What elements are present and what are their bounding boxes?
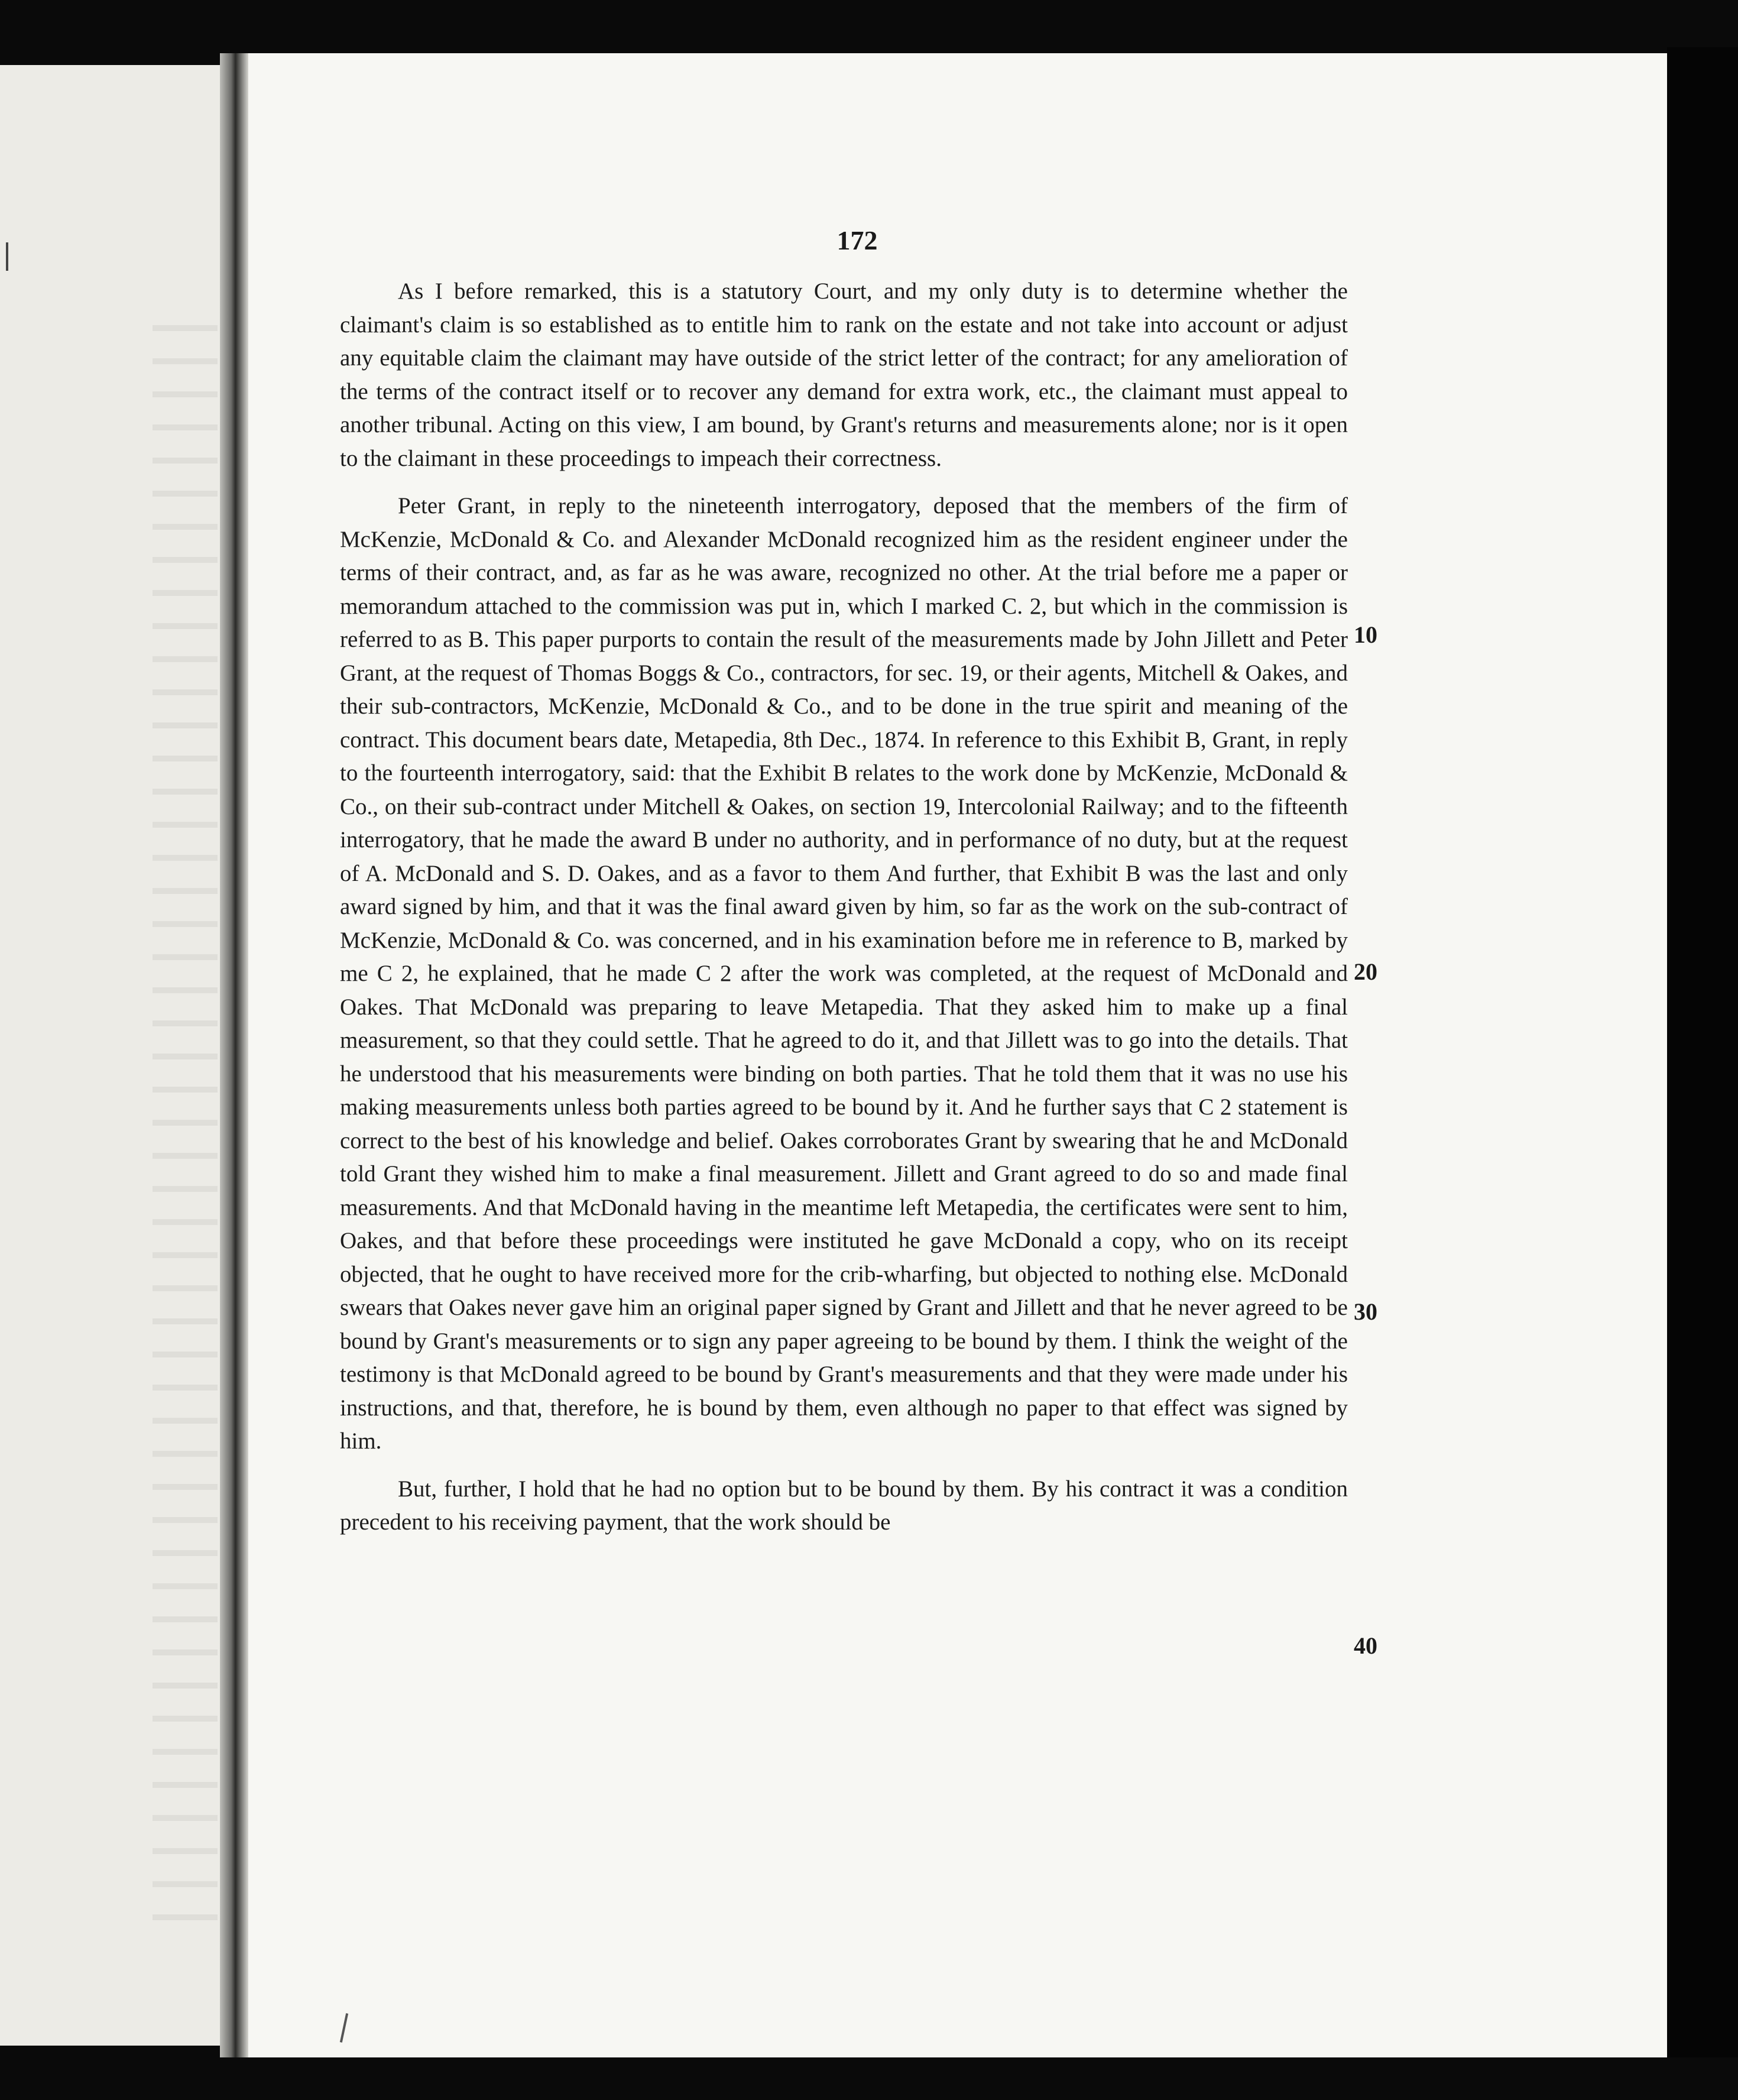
facing-page-text-fragments bbox=[153, 325, 218, 1921]
paragraph-3: But, further, I hold that he had no option but to be bound by them. By his contract it was a condition precedent to his receiving payment, that the work should be bbox=[340, 1476, 1348, 1535]
line-number-30: 30 bbox=[1354, 1298, 1377, 1325]
paragraph-1: As I before remarked, this is a statutory Court, and my only duty is to determine whether the claimant's claim is so established as to entitle him to rank on the estate and not take into account or adjust any equitable claim the claimant may have outside of the strict letter of the contract; for any amelioration of the terms of the contract itself or to recover any demand for extra work, etc., the claimant must appeal to another tribunal. Acting on this view, I am bound, by Grant's returns and measurements alone; nor is it open to the claimant in these proceedings to impeach their correctness. bbox=[340, 278, 1348, 471]
line-number-10: 10 bbox=[1354, 621, 1377, 648]
page-number: 172 bbox=[836, 225, 878, 255]
paragraph-2: Peter Grant, in reply to the nineteenth interrogatory, deposed that the members of the firm of McKenzie, McDonald & Co. and Alexander McDonald recognized him as the resident engineer under the terms of their contract, and, as far as he was aware, recognized no other. At the trial before me a paper or memorandum attached to the commission was put in, which I marked C. 2, but which in the commission is referred to as B. This paper purports to contain the result of the measurements made by John Jillett and Peter Grant, at the request of Thomas Boggs & Co., contractors, for sec. 19, or their agents, Mitchell & Oakes, and their sub-contractors, McKenzie, McDonald & Co., and to be done in the true spirit and meaning of the contract. This document bears date, Metapedia, 8th Dec., 1874. In reference to this Exhibit B, Grant, in reply to the fourteenth interrogatory, said: that the Exhibit B relates to the work done by McKenzie, McDonald & Co., on their sub-contract under Mitchell & Oakes, on section 19, Intercolonial Railway; and to the fifteenth interrogatory, that he made the award B under no authority, and in performance of no duty, but at the request of A. McDonald and S. D. Oakes, and as a favor to them And further, that Exhibit B was the last and only award signed by him, and that it was the final award given by him, so far as the work on the sub-contract of McKenzie, McDonald & Co. was concerned, and in his examination before me in reference to B, marked by me C 2, he explained, that he made C 2 after the work was completed, at the request of McDonald and Oakes. That McDonald was preparing to leave Metapedia. That they asked him to make up a final measurement, so that they could settle. That he agreed to do it, and that Jillett was to go into the details. That he understood that his measurements were binding on both parties. That he told them that it was no use his making measurements unless both parties agreed to be bound by it. And he further says that C 2 statement is correct to the best of his knowledge and belief. Oakes corroborates Grant by swearing that he and McDonald told Grant they wished him to make a final measurement. Jillett and Grant agreed to do so and made final measurements. And that McDonald having in the meantime left Metapedia, the certificates were sent to him, Oakes, and that before these proceedings were instituted he gave McDonald a copy, who on its receipt objected, that he ought to have received more for the crib-wharfing, but objected to nothing else. McDonald swears that Oakes never gave him an original paper signed by Grant and Jillett and that he never agreed to be bound by Grant's measurements or to sign any paper agreeing to be bound by them. I think the weight of the testimony is that McDonald agreed to be bound by Grant's measurements and that they were made under his instructions, and that, therefore, he is bound by them, even although no paper to that effect was signed by him. bbox=[340, 493, 1348, 1454]
book-gutter bbox=[220, 53, 248, 2057]
scan-border bbox=[1667, 47, 1738, 2057]
line-number-20: 20 bbox=[1354, 958, 1377, 985]
body-text bbox=[340, 275, 1348, 1540]
facing-page-left bbox=[0, 65, 220, 2046]
line-number-40: 40 bbox=[1354, 1632, 1377, 1659]
margin-tick bbox=[6, 242, 8, 271]
